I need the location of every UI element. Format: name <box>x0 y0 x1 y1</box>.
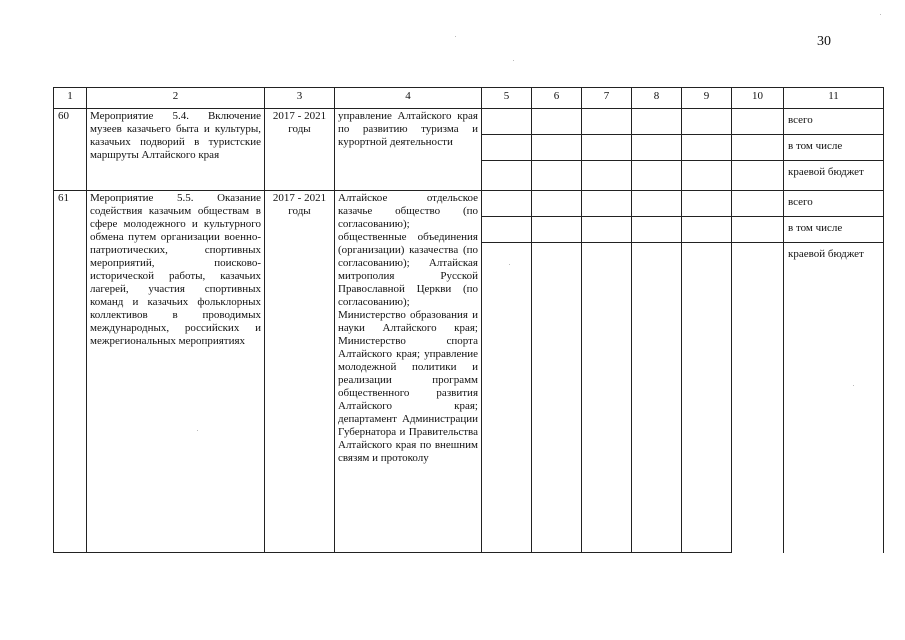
value-cell <box>732 243 784 553</box>
value-cell <box>682 135 732 161</box>
value-cell <box>482 217 532 243</box>
value-cell <box>532 243 582 553</box>
value-cell <box>532 109 582 135</box>
value-cell <box>732 135 784 161</box>
funding-regional-label: краевой бюджет <box>784 243 884 553</box>
executor-cell: управление Алтайского края по развитию туризма и курортной деятельности <box>335 109 482 191</box>
value-cell <box>682 161 732 191</box>
column-header: 10 <box>732 88 784 109</box>
scan-speck <box>513 60 514 61</box>
column-header: 5 <box>482 88 532 109</box>
value-cell <box>732 217 784 243</box>
row-number: 60 <box>54 109 87 191</box>
value-cell <box>532 135 582 161</box>
value-cell <box>532 217 582 243</box>
row-number: 61 <box>54 191 87 553</box>
column-header: 8 <box>632 88 682 109</box>
table-row <box>54 109 884 135</box>
measure-description: Мероприятие 5.4. Включение музеев казачьего быта и культуры, казачьих подворий в туристские маршруты Алтайского края <box>87 109 265 191</box>
column-header: 4 <box>335 88 482 109</box>
value-cell <box>682 243 732 553</box>
value-cell <box>482 161 532 191</box>
column-header: 11 <box>784 88 884 109</box>
funding-regional-label: краевой бюджет <box>784 161 884 191</box>
funding-total-label: всего <box>784 109 884 135</box>
value-cell <box>632 161 682 191</box>
value-cell <box>582 217 632 243</box>
column-header: 7 <box>582 88 632 109</box>
period-cell: 2017 - 2021 годы <box>265 191 335 553</box>
value-cell <box>582 243 632 553</box>
funding-including-label: в том числе <box>784 135 884 161</box>
column-header: 2 <box>87 88 265 109</box>
period-cell: 2017 - 2021 годы <box>265 109 335 191</box>
value-cell <box>632 191 682 217</box>
value-cell <box>482 243 532 553</box>
table-row <box>54 191 884 217</box>
funding-including-label: в том числе <box>784 217 884 243</box>
value-cell <box>682 217 732 243</box>
value-cell <box>682 109 732 135</box>
value-cell <box>482 135 532 161</box>
value-cell <box>632 109 682 135</box>
value-cell <box>582 161 632 191</box>
column-header: 3 <box>265 88 335 109</box>
scan-speck <box>455 36 456 37</box>
value-cell <box>732 191 784 217</box>
value-cell <box>632 135 682 161</box>
scan-speck <box>880 14 881 15</box>
value-cell <box>632 243 682 553</box>
value-cell <box>482 109 532 135</box>
value-cell <box>632 217 682 243</box>
column-header: 6 <box>532 88 582 109</box>
value-cell <box>482 191 532 217</box>
value-cell <box>582 109 632 135</box>
column-header: 9 <box>682 88 732 109</box>
measures-table <box>53 87 884 553</box>
value-cell <box>532 161 582 191</box>
value-cell <box>582 191 632 217</box>
value-cell <box>532 191 582 217</box>
value-cell <box>732 109 784 135</box>
header-row <box>54 88 884 109</box>
value-cell <box>732 161 784 191</box>
value-cell <box>582 135 632 161</box>
funding-total-label: всего <box>784 191 884 217</box>
value-cell <box>682 191 732 217</box>
column-header: 1 <box>54 88 87 109</box>
measure-description: Мероприятие 5.5. Оказание содействия казачьим обществам в сфере молодежного и культурного обмена путем организации военно-патриотических, спортивных мероприятий, поисково-исторической работы, казачьих лагерей, участия спортивных команд и казачьих фольклорных коллективов в проводимых международных, российских и межрегиональных мероприятиях <box>87 191 265 553</box>
executor-cell: Алтайское отдельское казачье общество (по согласованию); общественные объединения (организации) казачества (по согласованию); Алтайская митрополия Русской Православной Церкви (по согласованию); Министерство образования и науки Алтайского края; Министерство спорта Алтайского края; управление молодежной политики и реализации программ общественного развития Алтайского края; департамент Администрации Губернатора и Правительства Алтайского края по внешним связям и протоколу <box>335 191 482 553</box>
page-number: 30 <box>817 34 831 49</box>
